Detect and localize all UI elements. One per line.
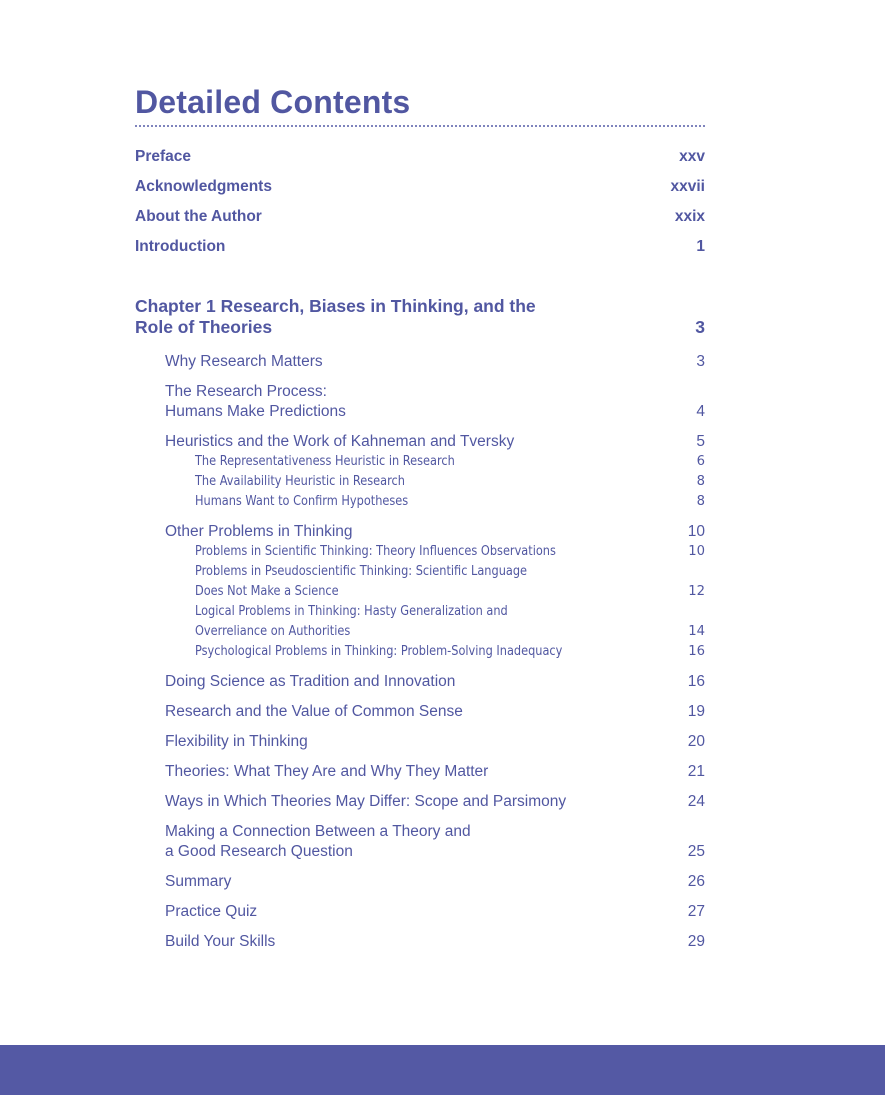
toc-entry-label: Psychological Problems in Thinking: Problem-Solving Inadequacy	[195, 644, 563, 659]
toc-entry-page: 6	[696, 454, 705, 469]
toc-entry-page: 20	[687, 733, 705, 750]
toc-entry-label: Heuristics and the Work of Kahneman and Tversky	[165, 433, 515, 450]
toc-entry-label: Problems in Scientific Thinking: Theory Influences Observations	[195, 544, 556, 559]
toc-entry-page: 19	[687, 703, 705, 720]
toc-entry-label: Theories: What They Are and Why They Matter	[165, 763, 489, 780]
toc-entry-page: 24	[687, 793, 705, 810]
toc-entry-label: Making a Connection Between a Theory and a Good Research Question	[165, 823, 471, 860]
toc-entry-label: About the Author	[135, 208, 262, 225]
toc-section-item[interactable]	[135, 872, 705, 892]
toc-subsection-item[interactable]	[135, 542, 705, 562]
contents-page	[135, 80, 705, 950]
toc-entry-page: 8	[696, 474, 705, 489]
toc-entry-page: 4	[696, 403, 705, 420]
toc-entry-page: xxvii	[670, 178, 705, 195]
toc-section-item[interactable]	[135, 432, 705, 452]
toc-entry-page: 1	[696, 238, 705, 255]
toc-section-item[interactable]	[135, 792, 705, 812]
toc-chapter-heading[interactable]	[135, 296, 705, 338]
toc-entry-page: 3	[696, 353, 705, 370]
toc-section-item[interactable]	[135, 352, 705, 372]
toc-front-matter-item[interactable]	[135, 177, 705, 197]
toc-section-item[interactable]	[135, 382, 705, 422]
toc-entry-label: Research and the Value of Common Sense	[165, 703, 463, 720]
toc-front-matter-item[interactable]	[135, 147, 705, 167]
toc-entry-label: Why Research Matters	[165, 353, 323, 370]
toc-entry-label: The Availability Heuristic in Research	[195, 474, 405, 489]
toc-entry-page: 10	[688, 544, 705, 559]
toc-subsection-item[interactable]	[135, 642, 705, 662]
toc-entry-label: Acknowledgments	[135, 178, 272, 195]
toc-front-matter-item[interactable]	[135, 207, 705, 227]
toc-entry-page: 3	[695, 317, 705, 337]
toc-entry-page: 29	[687, 933, 705, 950]
toc-section-item[interactable]	[135, 672, 705, 692]
toc-entry-label: Problems in Pseudoscientific Thinking: Scientific Language Does Not Make a Science	[195, 564, 528, 599]
toc-subsection-item[interactable]	[135, 452, 705, 472]
toc-entry-page: 16	[687, 673, 705, 690]
toc-entry-page: 8	[696, 494, 705, 509]
toc-section-item[interactable]	[135, 932, 705, 952]
toc-section-item[interactable]	[135, 732, 705, 752]
toc-entry-label: Doing Science as Tradition and Innovation	[165, 673, 456, 690]
toc-entry-label: Humans Want to Confirm Hypotheses	[195, 494, 409, 509]
toc-section-item[interactable]	[135, 522, 705, 542]
toc-entry-page: 16	[688, 644, 705, 659]
toc-entry-label: The Representativeness Heuristic in Research	[195, 454, 455, 469]
page-title: Detailed Contents	[135, 84, 411, 120]
toc-entry-page: 12	[688, 584, 705, 599]
toc-subsection-item[interactable]	[135, 492, 705, 512]
toc-entry-page: 26	[687, 873, 705, 890]
toc-entry-label: The Research Process: Humans Make Predictions	[165, 383, 346, 420]
toc-entry-label: Other Problems in Thinking	[165, 523, 353, 540]
toc-section-item[interactable]	[135, 822, 705, 862]
toc-entry-page: 21	[687, 763, 705, 780]
toc-entry-label: Logical Problems in Thinking: Hasty Generalization and Overreliance on Authorities	[195, 604, 508, 639]
footer-bar	[0, 1045, 885, 1095]
toc-entry-label: Chapter 1 Research, Biases in Thinking, and the Role of Theories	[135, 296, 536, 337]
toc-entry-label: Ways in Which Theories May Differ: Scope and Parsimony	[165, 793, 567, 810]
toc-section-item[interactable]	[135, 762, 705, 782]
toc-entry-label: Introduction	[135, 238, 226, 255]
toc-entry-label: Practice Quiz	[165, 903, 258, 920]
toc-entry-page: 27	[687, 903, 705, 920]
toc-section-item[interactable]	[135, 902, 705, 922]
toc-entry-page: 10	[687, 523, 705, 540]
toc-subsection-item[interactable]	[135, 562, 705, 602]
toc-entry-page: 25	[687, 843, 705, 860]
toc-section-item[interactable]	[135, 702, 705, 722]
toc-subsection-item[interactable]	[135, 472, 705, 492]
toc-entry-page: 14	[688, 624, 705, 639]
toc-entry-label: Summary	[165, 873, 232, 890]
title-divider	[135, 125, 705, 127]
toc-entry-page: xxix	[674, 208, 705, 225]
toc-entry-label: Preface	[135, 148, 192, 165]
toc-front-matter-item[interactable]	[135, 237, 705, 257]
toc-entry-page: 5	[696, 433, 705, 450]
toc-entry-label: Build Your Skills	[165, 933, 276, 950]
toc-entry-page: xxv	[679, 148, 705, 165]
toc-entry-label: Flexibility in Thinking	[165, 733, 308, 750]
toc-subsection-item[interactable]	[135, 602, 705, 642]
